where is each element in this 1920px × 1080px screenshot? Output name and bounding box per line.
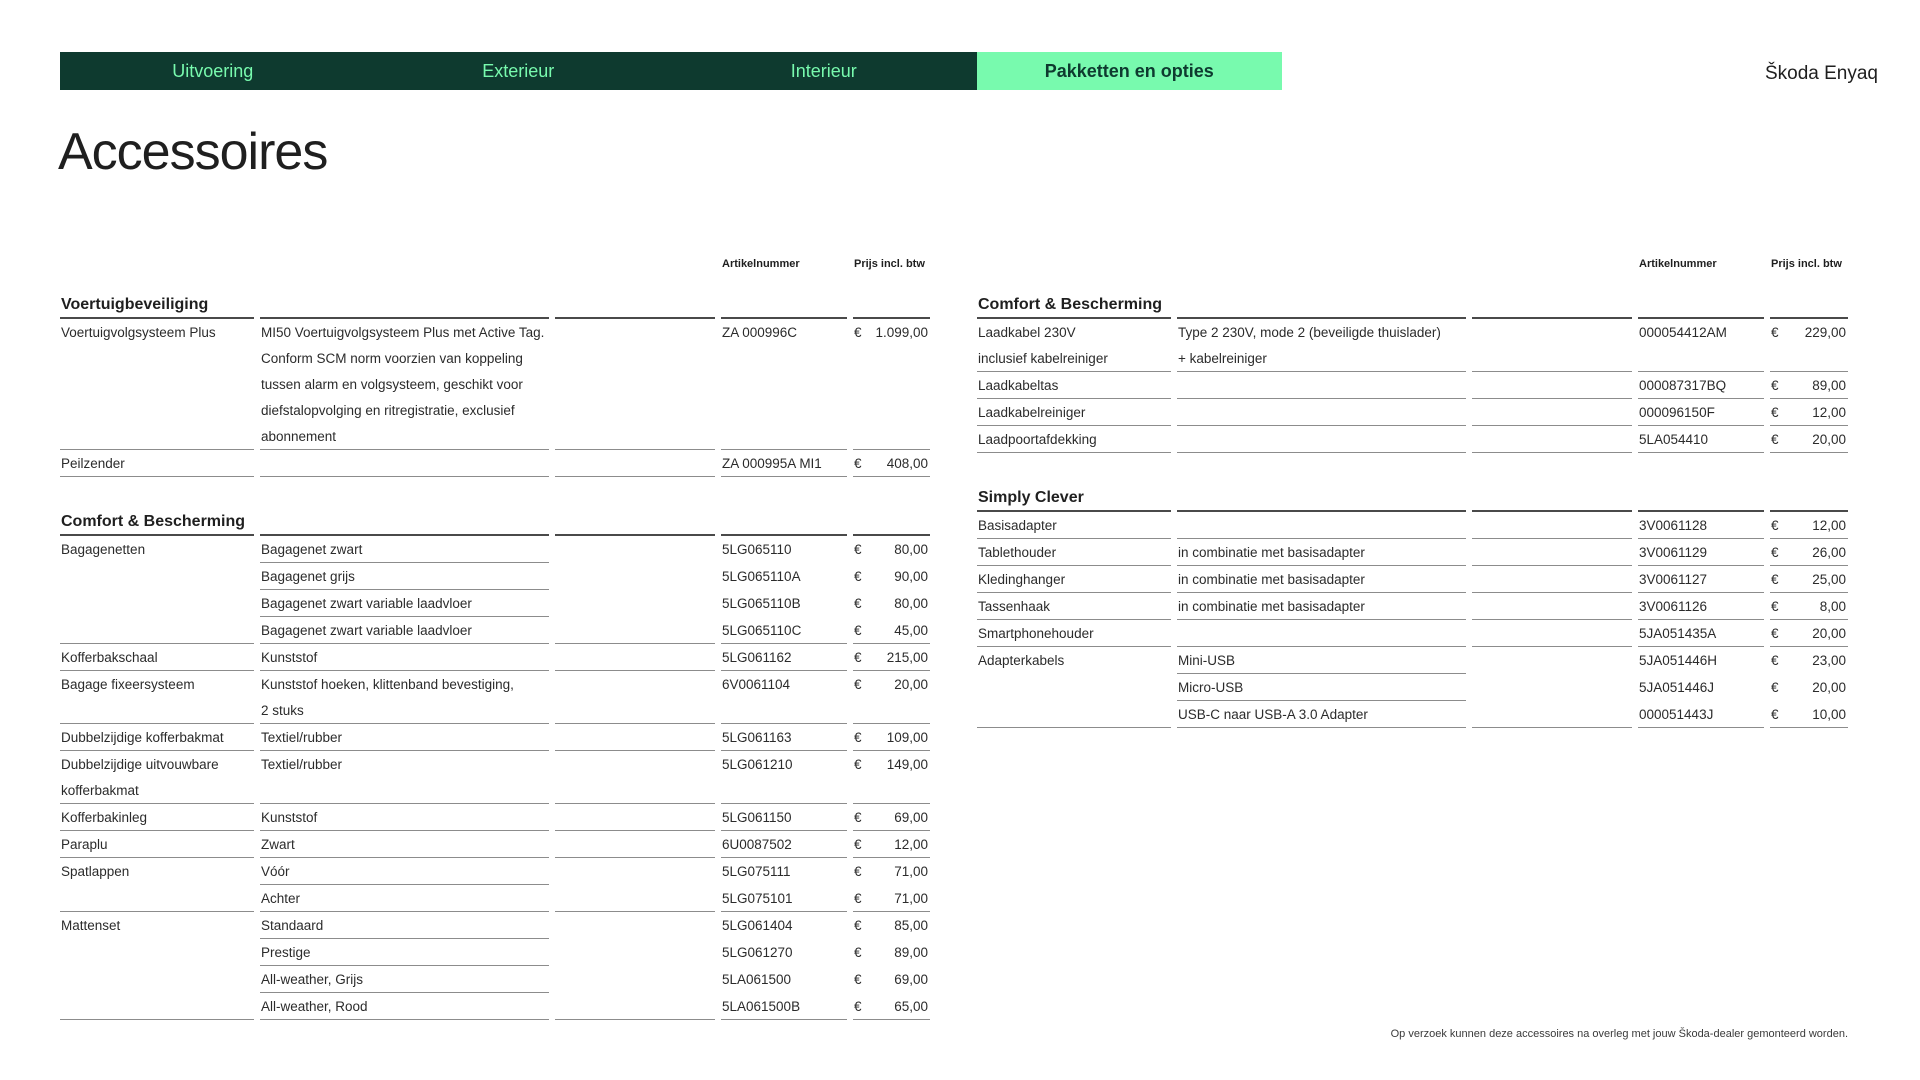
item-name <box>60 563 254 590</box>
item-article-number <box>721 397 847 423</box>
price-value: 25,00 <box>1812 571 1846 587</box>
item-price <box>1770 674 1848 701</box>
item-price <box>853 724 930 751</box>
item-name: Voertuigvolgsysteem Plus <box>61 324 216 340</box>
currency-symbol: € <box>1771 598 1779 614</box>
section-title: Comfort & Bescherming <box>977 286 1171 319</box>
item-price <box>853 450 930 477</box>
item-name: Tassenhaak <box>977 593 1171 620</box>
item-article-number <box>721 697 847 724</box>
item-description: diefstalopvolging en ritregistratie, exclusief <box>261 402 515 418</box>
column-header-artikelnummer: Artikelnummer <box>1639 258 1717 270</box>
currency-symbol: € <box>1771 544 1779 560</box>
item-description <box>1177 399 1466 426</box>
accessories-table-right <box>971 258 1854 728</box>
item-article-number: 5LG075111 <box>722 864 791 879</box>
item-article-number: 5LG075101 <box>721 885 847 912</box>
item-name <box>60 939 254 966</box>
item-description: Zwart <box>260 831 549 858</box>
price-value: 69,00 <box>894 972 928 987</box>
item-description <box>1177 426 1466 453</box>
item-name: Dubbelzijdige kofferbakmat <box>60 724 254 751</box>
item-description: All-weather, Rood <box>260 993 549 1020</box>
item-description: abonnement <box>260 423 549 450</box>
item-article-number: ZA 000996C <box>722 324 798 340</box>
table-row <box>977 372 1848 399</box>
currency-symbol: € <box>854 596 862 611</box>
item-name: Kofferbakschaal <box>60 644 254 671</box>
item-description: Standaard <box>260 912 549 939</box>
accessories-table-left <box>54 258 936 1020</box>
currency-symbol: € <box>854 324 862 340</box>
price-value: 10,00 <box>1812 706 1846 722</box>
item-name: Kledinghanger <box>977 566 1171 593</box>
item-description: Kunststof <box>260 644 549 671</box>
item-description: tussen alarm en volgsysteem, geschikt voor <box>261 376 523 392</box>
column-header-prijs: Prijs incl. btw <box>1771 258 1842 270</box>
item-description: Micro-USB <box>1177 674 1466 701</box>
item-article-number: 000096150F <box>1638 399 1764 426</box>
currency-symbol: € <box>854 809 862 825</box>
item-price <box>853 563 930 590</box>
item-description <box>1177 372 1466 399</box>
currency-symbol: € <box>854 890 862 906</box>
item-description: in combinatie met basisadapter <box>1177 593 1466 620</box>
item-price <box>853 671 930 697</box>
item-description: Textiel/rubber <box>261 756 343 772</box>
table-row <box>60 644 930 671</box>
item-price <box>853 777 930 804</box>
item-article-number <box>721 423 847 450</box>
table-row <box>60 345 930 371</box>
item-article-number: 5JA051435A <box>1638 620 1764 647</box>
item-article-number: 5LA054410 <box>1638 426 1764 453</box>
price-value: 229,00 <box>1804 324 1846 340</box>
item-description: Textiel/rubber <box>260 724 549 751</box>
item-article-number <box>1638 345 1764 372</box>
section-header-row <box>977 286 1848 319</box>
item-price <box>1770 399 1848 426</box>
price-value: 80,00 <box>894 542 928 557</box>
price-value: 20,00 <box>1812 431 1846 447</box>
currency-symbol: € <box>1771 404 1779 420</box>
table-row <box>977 566 1848 593</box>
item-name: kofferbakmat <box>60 777 254 804</box>
item-article-number: 3V0061127 <box>1638 566 1764 593</box>
price-value: 1.099,00 <box>875 324 928 340</box>
item-description <box>1177 620 1466 647</box>
price-value: 20,00 <box>1812 680 1846 695</box>
currency-symbol: € <box>1771 653 1779 668</box>
item-price <box>853 885 930 912</box>
item-description: Conform SCM norm voorzien van koppeling <box>261 350 523 366</box>
item-article-number: 5LG065110A <box>722 569 801 584</box>
item-name <box>60 966 254 993</box>
currency-symbol: € <box>854 972 862 987</box>
currency-symbol: € <box>1771 625 1779 641</box>
currency-symbol: € <box>854 622 862 638</box>
currency-symbol: € <box>854 836 862 852</box>
item-name: Spatlappen <box>61 864 130 879</box>
tab-pakketten-en-opties[interactable]: Pakketten en opties <box>977 52 1283 90</box>
table-row <box>60 804 930 831</box>
currency-symbol: € <box>854 756 862 772</box>
item-name <box>60 397 254 423</box>
item-price <box>853 858 930 885</box>
currency-symbol: € <box>1771 377 1779 393</box>
item-price <box>853 371 930 397</box>
footnote: Op verzoek kunnen deze accessoires na overleg met jouw Škoda-dealer gemonteerd worden. <box>1390 1028 1848 1040</box>
price-value: 12,00 <box>1812 404 1846 420</box>
item-name <box>977 674 1171 701</box>
item-description: Bagagenet grijs <box>260 563 549 590</box>
table-row <box>60 993 930 1020</box>
table-row <box>60 697 930 724</box>
item-price <box>853 939 930 966</box>
section-header-row <box>60 286 930 319</box>
currency-symbol: € <box>1771 431 1779 447</box>
item-price <box>1770 345 1848 372</box>
item-description: All-weather, Grijs <box>260 966 549 993</box>
section-tabs <box>60 52 1282 90</box>
currency-symbol: € <box>854 542 862 557</box>
item-article-number: 5LG061210 <box>722 756 793 772</box>
item-article-number: 3V0061128 <box>1638 512 1764 539</box>
item-description: Vóór <box>260 858 549 885</box>
table-header-row <box>60 258 930 286</box>
item-name: Paraplu <box>60 831 254 858</box>
price-value: 80,00 <box>894 596 928 611</box>
currency-symbol: € <box>854 729 862 745</box>
item-name: Bagagenetten <box>61 542 146 557</box>
price-value: 8,00 <box>1819 598 1846 614</box>
price-value: 85,00 <box>894 918 928 933</box>
table-row <box>60 671 930 697</box>
item-article-number: 6U0087502 <box>721 831 847 858</box>
item-price <box>853 345 930 371</box>
currency-symbol: € <box>1771 571 1779 587</box>
table-row <box>60 450 930 477</box>
tab-uitvoering[interactable]: Uitvoering <box>60 52 366 90</box>
item-description: + kabelreiniger <box>1177 345 1466 372</box>
item-description: USB-C naar USB-A 3.0 Adapter <box>1177 701 1466 728</box>
currency-symbol: € <box>854 945 862 960</box>
item-name <box>60 590 254 617</box>
price-value: 71,00 <box>894 864 928 879</box>
table-row <box>60 831 930 858</box>
section-title: Comfort & Bescherming <box>60 503 254 536</box>
item-name: Mattenset <box>61 918 121 933</box>
item-price <box>853 804 930 831</box>
item-name: Kofferbakinleg <box>60 804 254 831</box>
item-name: Adapterkabels <box>978 653 1065 668</box>
item-description: Bagagenet zwart <box>260 536 549 563</box>
item-name: Laadpoortafdekking <box>977 426 1171 453</box>
item-name: Basisadapter <box>977 512 1171 539</box>
table-row <box>60 724 930 751</box>
item-price <box>1770 701 1848 728</box>
table-row <box>977 399 1848 426</box>
table-row <box>977 701 1848 728</box>
currency-symbol: € <box>854 649 862 665</box>
item-description: in combinatie met basisadapter <box>1177 566 1466 593</box>
section-header-row <box>60 503 930 536</box>
item-description: Prestige <box>260 939 549 966</box>
item-article-number: 5LG061163 <box>721 724 847 751</box>
item-price <box>853 423 930 450</box>
price-value: 215,00 <box>886 649 928 665</box>
item-price <box>853 751 930 777</box>
price-value: 20,00 <box>894 676 928 692</box>
price-value: 89,00 <box>1812 377 1846 393</box>
item-price <box>853 319 930 345</box>
item-price <box>853 397 930 423</box>
price-value: 23,00 <box>1812 653 1846 668</box>
item-article-number: 5LG065110 <box>722 542 792 557</box>
item-description <box>260 777 549 804</box>
table-row <box>60 617 930 644</box>
item-name <box>60 993 254 1020</box>
item-article-number: 000051443J <box>1638 701 1764 728</box>
item-article-number: 5LG061150 <box>721 804 847 831</box>
price-value: 12,00 <box>894 836 928 852</box>
item-name: inclusief kabelreiniger <box>977 345 1171 372</box>
item-article-number: 000087317BQ <box>1638 372 1764 399</box>
item-price <box>1770 426 1848 453</box>
table-row <box>977 345 1848 372</box>
item-article-number: 5LG061270 <box>722 945 793 960</box>
currency-symbol: € <box>854 998 862 1014</box>
tab-interieur[interactable]: Interieur <box>671 52 977 90</box>
item-article-number <box>721 345 847 371</box>
item-article-number: 3V0061126 <box>1638 593 1764 620</box>
table-row <box>60 939 930 966</box>
item-article-number: 5LG061404 <box>722 918 793 933</box>
item-name <box>60 885 254 912</box>
table-row <box>60 563 930 590</box>
item-name <box>60 423 254 450</box>
item-description: Type 2 230V, mode 2 (beveiligde thuislader) <box>1178 324 1441 340</box>
item-price <box>853 831 930 858</box>
table-header-row <box>977 258 1848 286</box>
item-name: Bagage fixeersysteem <box>61 676 195 692</box>
table-row <box>60 777 930 804</box>
item-description: Kunststof hoeken, klittenband bevestiging, <box>261 676 514 692</box>
table-row <box>60 912 930 939</box>
page-title: Accessoires <box>58 123 328 181</box>
item-article-number: 6V0061104 <box>722 676 791 692</box>
section-title: Voertuigbeveiliging <box>60 286 254 319</box>
price-value: 71,00 <box>894 890 928 906</box>
currency-symbol: € <box>1771 706 1779 722</box>
item-description: Bagagenet zwart variable laadvloer <box>260 590 549 617</box>
item-price <box>1770 319 1848 345</box>
table-row <box>977 620 1848 647</box>
item-name: Laadkabeltas <box>977 372 1171 399</box>
item-description: Mini-USB <box>1177 647 1466 674</box>
item-name <box>977 701 1171 728</box>
table-row <box>60 751 930 777</box>
price-value: 90,00 <box>894 569 928 584</box>
item-article-number: 5JA051446H <box>1639 653 1718 668</box>
price-value: 149,00 <box>886 756 928 772</box>
table-row <box>60 371 930 397</box>
item-price <box>853 617 930 644</box>
price-value: 12,00 <box>1812 517 1846 533</box>
table-row <box>60 397 930 423</box>
item-name <box>60 697 254 724</box>
item-article-number: 3V0061129 <box>1638 539 1764 566</box>
table-row <box>977 426 1848 453</box>
currency-symbol: € <box>854 455 862 471</box>
item-price <box>853 993 930 1020</box>
item-price <box>1770 372 1848 399</box>
price-value: 109,00 <box>886 729 928 745</box>
item-article-number: 5LG065110C <box>721 617 847 644</box>
tab-exterieur[interactable]: Exterieur <box>366 52 672 90</box>
item-article-number: 5LG065110B <box>722 596 801 611</box>
item-price <box>853 644 930 671</box>
item-price <box>1770 566 1848 593</box>
item-price <box>1770 539 1848 566</box>
currency-symbol: € <box>1771 324 1779 340</box>
item-article-number <box>721 777 847 804</box>
item-article-number: 5JA051446J <box>1639 680 1715 695</box>
table-row <box>60 423 930 450</box>
table-row <box>977 593 1848 620</box>
currency-symbol: € <box>1771 517 1779 533</box>
column-header-prijs: Prijs incl. btw <box>854 258 925 270</box>
item-description: 2 stuks <box>260 697 549 724</box>
item-price <box>1770 593 1848 620</box>
item-price <box>853 536 930 563</box>
price-value: 69,00 <box>894 809 928 825</box>
currency-symbol: € <box>1771 680 1779 695</box>
section-title: Simply Clever <box>977 479 1171 512</box>
table-row <box>977 647 1848 674</box>
price-value: 26,00 <box>1812 544 1846 560</box>
item-name: Laadkabel 230V <box>978 324 1076 340</box>
price-value: 20,00 <box>1812 625 1846 641</box>
section-spacer <box>60 477 930 503</box>
table-row <box>60 536 930 563</box>
table-row <box>977 319 1848 345</box>
item-price <box>1770 647 1848 674</box>
item-name: Peilzender <box>60 450 254 477</box>
currency-symbol: € <box>854 676 862 692</box>
table-row <box>977 674 1848 701</box>
item-name: Tablethouder <box>977 539 1171 566</box>
column-header-artikelnummer: Artikelnummer <box>722 258 800 270</box>
item-description: MI50 Voertuigvolgsysteem Plus met Active Tag. <box>261 324 545 340</box>
item-description: Bagagenet zwart variable laadvloer <box>260 617 549 644</box>
item-article-number: 000054412AM <box>1639 324 1727 340</box>
item-price <box>853 590 930 617</box>
item-name: Dubbelzijdige uitvouwbare <box>61 756 219 772</box>
currency-symbol: € <box>854 864 862 879</box>
item-name: Laadkabelreiniger <box>977 399 1171 426</box>
item-article-number: 5LG061162 <box>721 644 847 671</box>
price-value: 408,00 <box>886 455 928 471</box>
table-row <box>60 590 930 617</box>
table-row <box>977 512 1848 539</box>
table-row <box>60 885 930 912</box>
brand-model-name: Škoda Enyaq <box>1764 63 1878 84</box>
item-description <box>260 450 549 477</box>
item-price <box>853 912 930 939</box>
section-spacer <box>977 453 1848 479</box>
item-name <box>60 345 254 371</box>
price-value: 89,00 <box>894 945 928 960</box>
section-header-row <box>977 479 1848 512</box>
item-article-number <box>721 371 847 397</box>
item-name <box>60 617 254 644</box>
price-value: 65,00 <box>894 998 928 1014</box>
table-row <box>977 539 1848 566</box>
item-article-number: 5LA061500 <box>722 972 792 987</box>
item-description <box>1177 512 1466 539</box>
currency-symbol: € <box>854 569 862 584</box>
item-description: Achter <box>260 885 549 912</box>
item-price <box>1770 620 1848 647</box>
item-price <box>1770 512 1848 539</box>
table-row <box>60 319 930 345</box>
item-description: in combinatie met basisadapter <box>1177 539 1466 566</box>
item-price <box>853 697 930 724</box>
price-value: 45,00 <box>894 622 928 638</box>
item-name: Smartphonehouder <box>977 620 1171 647</box>
table-row <box>60 966 930 993</box>
table-row <box>60 858 930 885</box>
item-name <box>60 371 254 397</box>
currency-symbol: € <box>854 918 862 933</box>
item-description: Kunststof <box>260 804 549 831</box>
item-price <box>853 966 930 993</box>
item-article-number: ZA 000995A MI1 <box>721 450 847 477</box>
item-article-number: 5LA061500B <box>721 993 847 1020</box>
